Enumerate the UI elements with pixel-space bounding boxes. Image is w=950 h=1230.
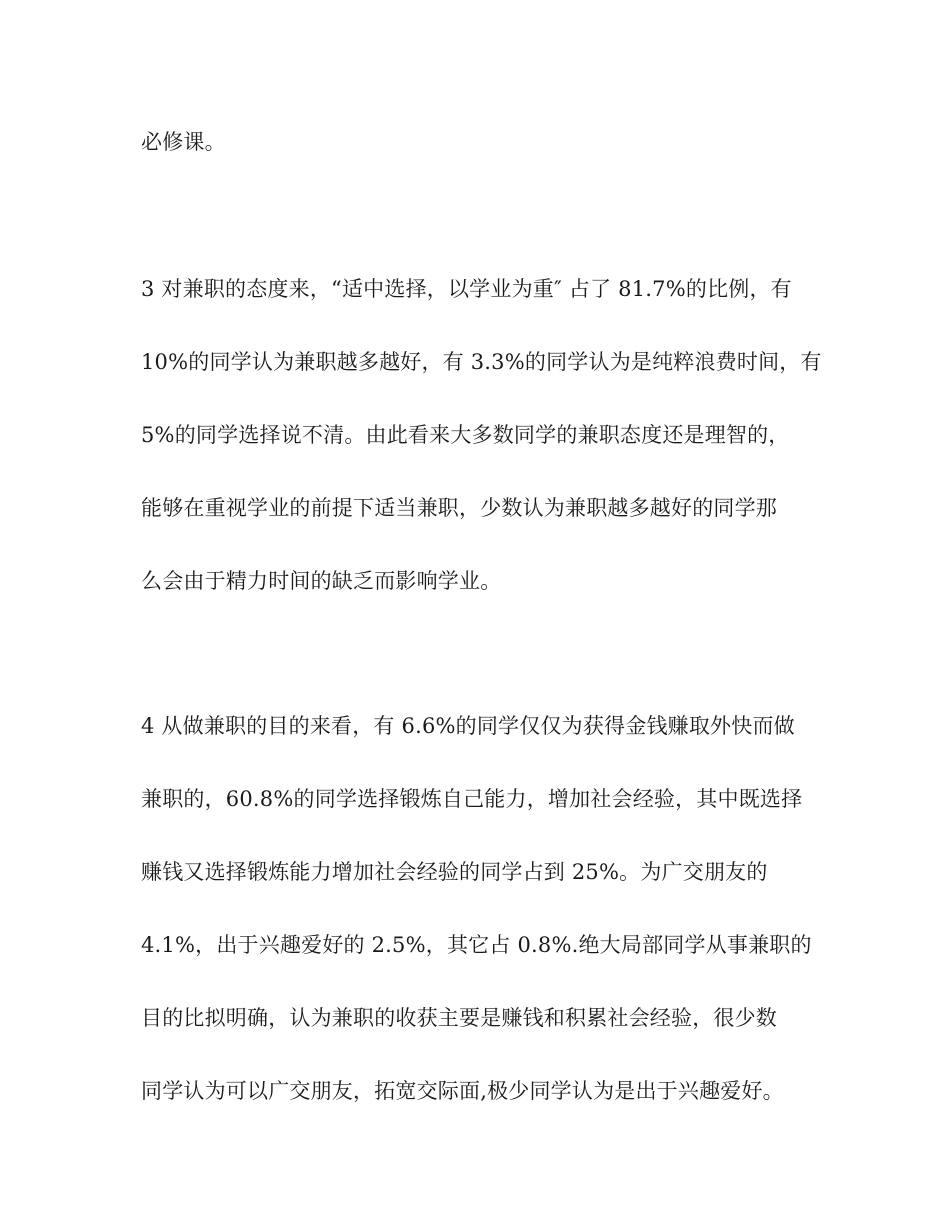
text-line: 目的比拟明确，认为兼职的收获主要是赚钱和积累社会经验，很少数	[141, 1006, 777, 1030]
text-line: 必修课。	[141, 130, 226, 154]
text-line: 4.1%，出于兴趣爱好的 2.5%，其它占 0.8%.绝大局部同学从事兼职的	[141, 933, 812, 957]
text-line: 3 对兼职的态度来，“适中选择，以学业为重″ 占了 81.7%的比例，有	[141, 277, 792, 301]
text-line: 能够在重视学业的前提下适当兼职，少数认为兼职越多越好的同学那	[141, 496, 777, 520]
text-line: 4 从做兼职的目的来看，有 6.6%的同学仅仅为获得金钱赚取外快而做	[141, 714, 795, 738]
text-line: 5%的同学选择说不清。由此看来大多数同学的兼职态度还是理智的，	[141, 423, 790, 447]
text-line: 赚钱又选择锻炼能力增加社会经验的同学占到 25%。为广交朋友的	[141, 860, 768, 884]
text-line: 兼职的，60.8%的同学选择锻炼自己能力，增加社会经验，其中既选择	[141, 787, 803, 811]
text-line: 同学认为可以广交朋友，拓宽交际面,极少同学认为是出于兴趣爱好。	[141, 1079, 784, 1103]
text-line: 么会由于精力时间的缺乏而影响学业。	[141, 569, 502, 593]
text-line: 10%的同学认为兼职越多越好，有 3.3%的同学认为是纯粹浪费时间，有	[141, 350, 822, 374]
